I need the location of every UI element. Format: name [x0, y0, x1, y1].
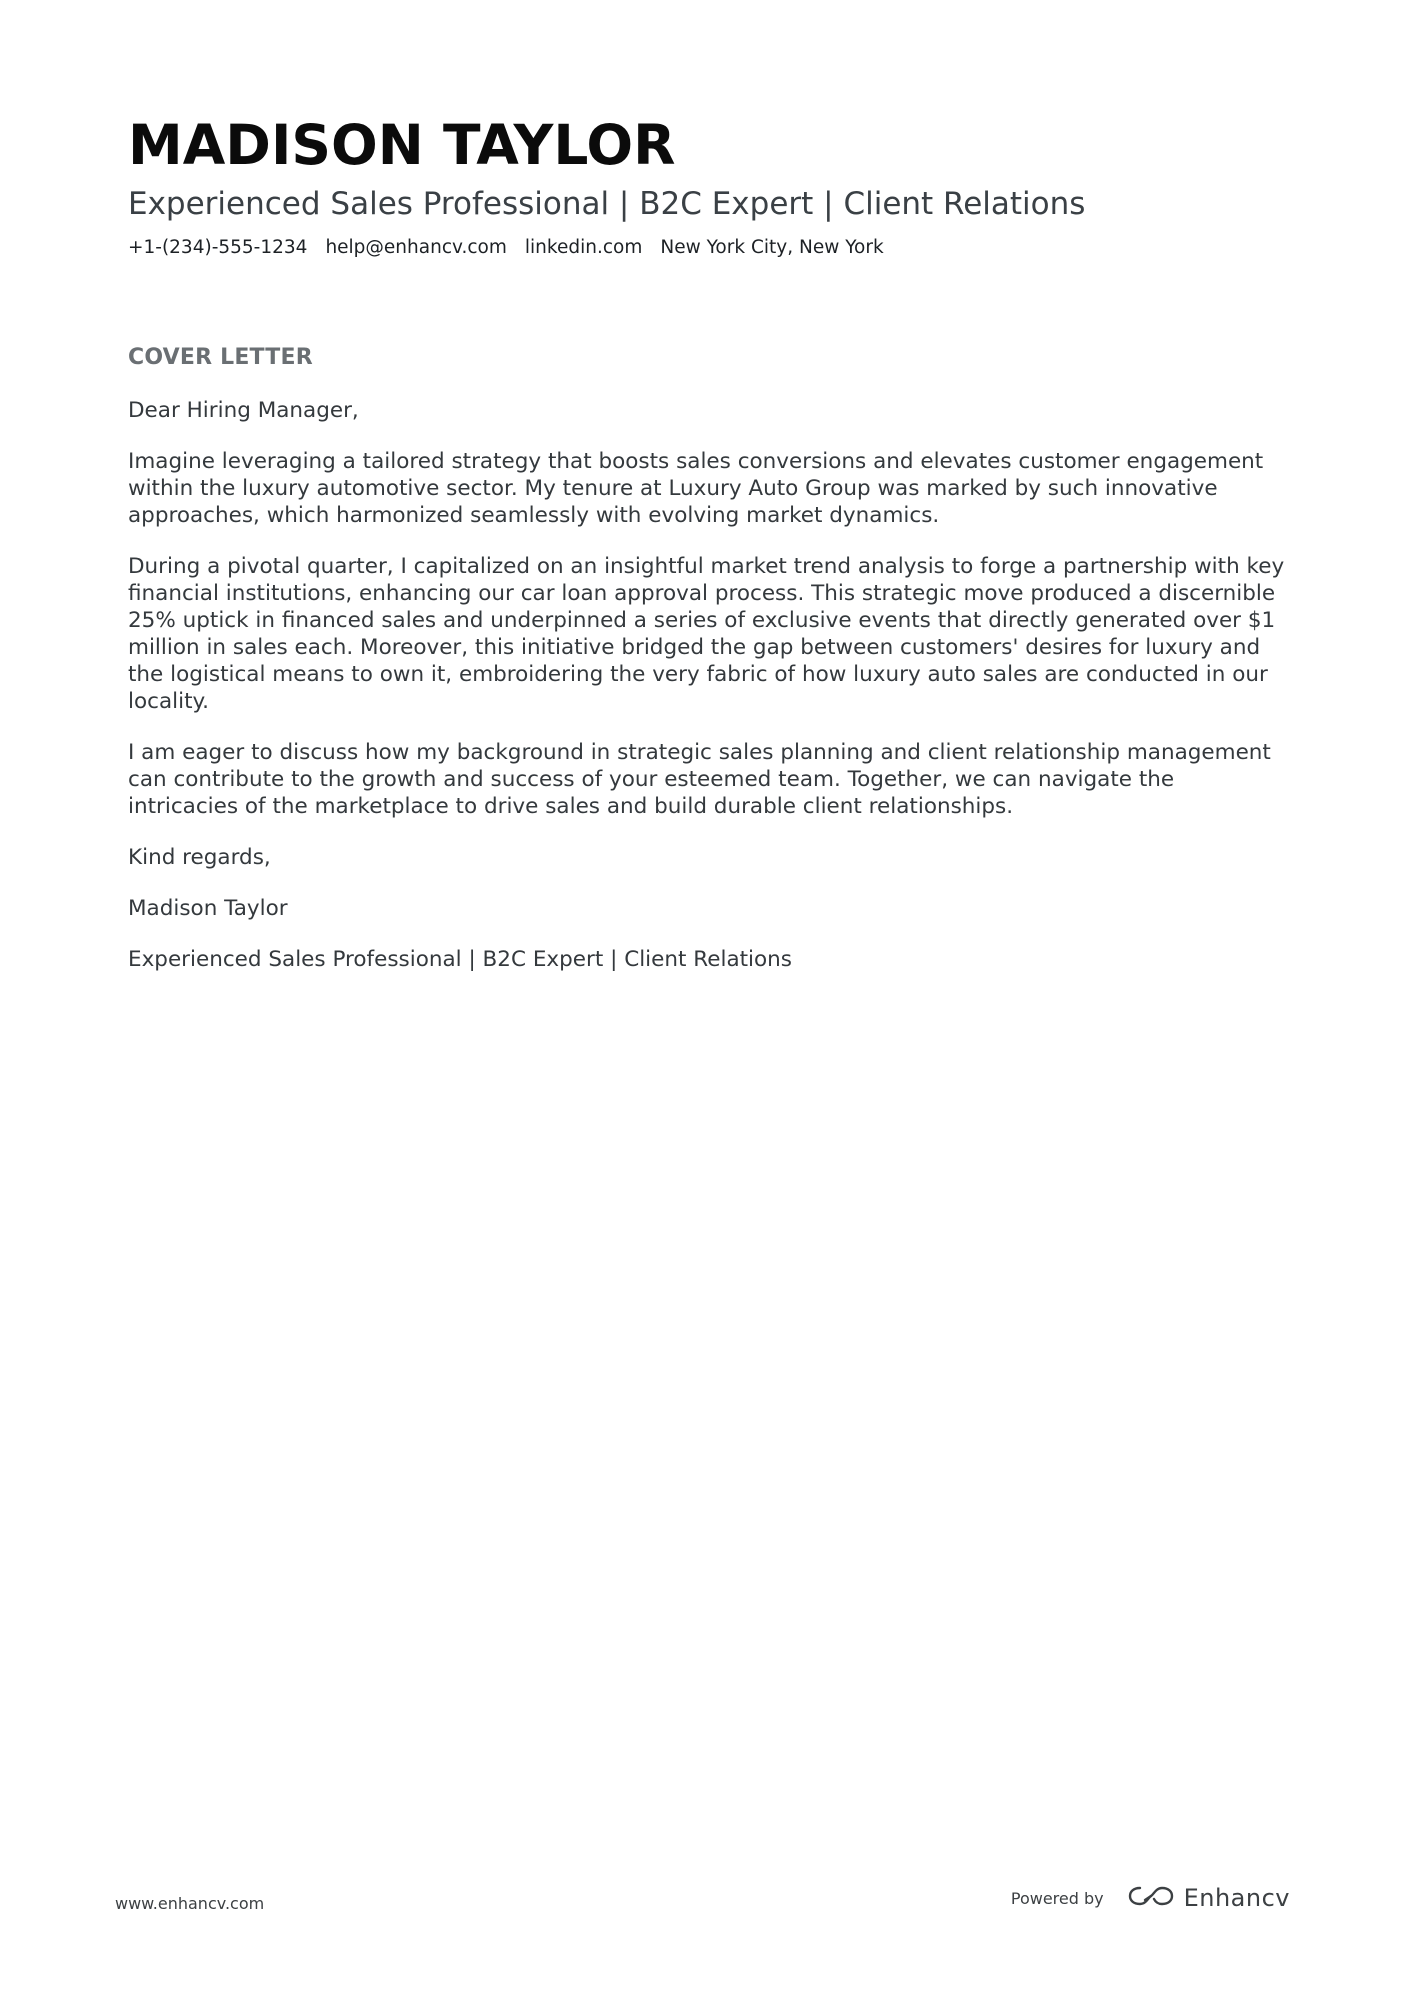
powered-by-label: Powered by [1010, 1888, 1104, 1908]
greeting: Dear Hiring Manager, [128, 398, 359, 423]
letter-paragraph-2: During a pivotal quarter, I capitalized on an insightful market trend analysis to forge a partnership with key financial institutions, enhancing our car loan approval process. This strategic move produced a discernible 25% uptick in financed sales and underpinned a series of exclusive events that directly generated over $1 million in sales each. Moreover, this initiative bridged the gap between customers' desires for luxury and the logistical means to own it, embroidering the very fabric of how luxury auto sales are conducted in our locality. [128, 554, 1285, 714]
brand-name: Enhancv [1183, 1884, 1290, 1912]
candidate-name: MADISON TAYLOR [128, 113, 676, 177]
brand[interactable] [1128, 1884, 1290, 1912]
section-title: COVER LETTER [128, 345, 313, 370]
contact-linkedin[interactable]: linkedin.com [524, 237, 643, 258]
enhancv-logo-icon [1128, 1884, 1174, 1912]
footer-branding [1011, 1884, 1290, 1912]
letter-paragraph-1: Imagine leveraging a tailored strategy that boosts sales conversions and elevates customer engagement within the luxury automotive sector. My tenure at Luxury Auto Group was marked by such innovative approaches, which harmonized seamlessly with evolving market dynamics. [128, 449, 1264, 528]
contact-phone[interactable]: +1-(234)-555-1234 [128, 237, 308, 258]
signature-title: Experienced Sales Professional | B2C Expert | Client Relations [128, 947, 793, 972]
candidate-headline: Experienced Sales Professional | B2C Expert | Client Relations [128, 186, 1086, 222]
closing: Kind regards, [128, 845, 271, 870]
letter-body [128, 343, 1288, 973]
contact-location: New York City, New York [660, 237, 884, 258]
header [128, 110, 1288, 260]
letter-paragraph-3: I am eager to discuss how my background in strategic sales planning and client relationship management can contribute to the growth and success of your esteemed team. Together, we can navigate the intricacies of the marketplace to drive sales and build durable client relationships. [128, 740, 1271, 819]
contact-info [128, 236, 1288, 260]
footer-website[interactable]: www.enhancv.com [115, 1894, 265, 1913]
contact-email[interactable]: help@enhancv.com [325, 237, 507, 258]
signature-name: Madison Taylor [128, 896, 288, 921]
